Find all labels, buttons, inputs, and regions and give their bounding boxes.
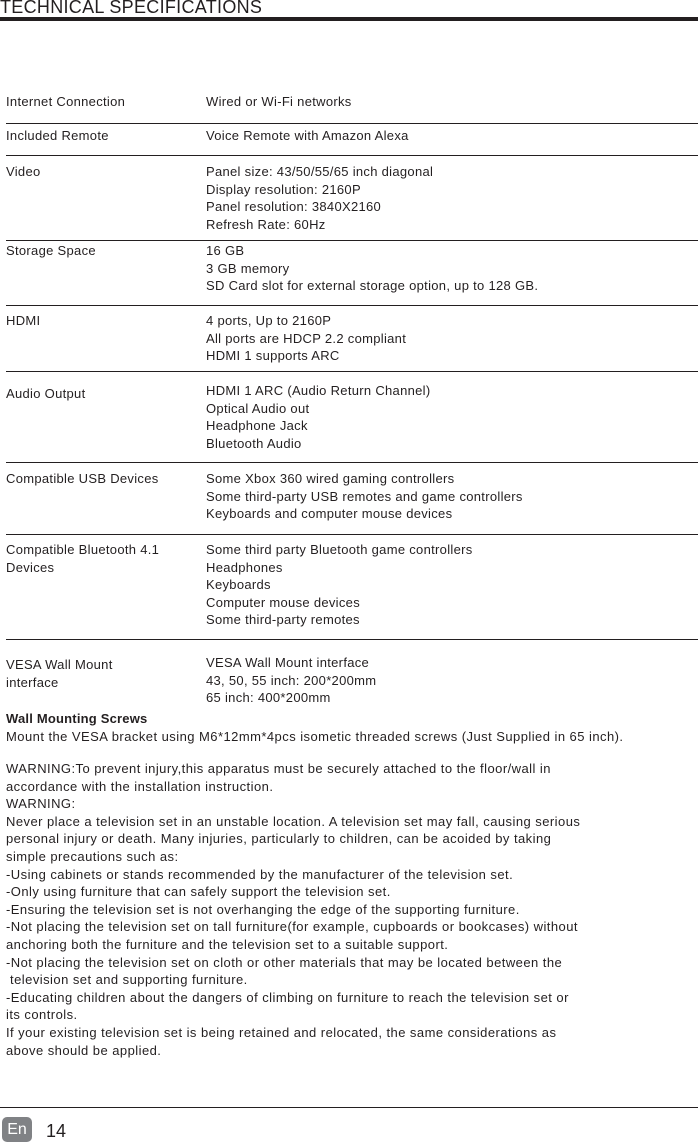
wall-mounting-text: Mount the VESA bracket using M6*12mm*4pcs isometic threaded screws (Just Supplied in 65 inch). (6, 729, 624, 744)
spec-value-line: Headphones (206, 559, 283, 575)
spec-label: Compatible Bluetooth 4.1 Devices (6, 542, 160, 575)
spec-value-line: Display resolution: 2160P (206, 181, 361, 197)
warning-line: -Ensuring the television set is not overhanging the edge of the supporting furniture. (6, 901, 520, 917)
spec-label: Storage Space (6, 243, 96, 258)
warning-line: anchoring both the furniture and the television set to a suitable support. (6, 936, 449, 952)
spec-label: VESA Wall Mount interface (6, 657, 113, 690)
spec-label: HDMI (6, 313, 41, 328)
warning-block (6, 760, 666, 1059)
row-divider (6, 639, 698, 640)
warning-line: accordance with the installation instruction. (6, 778, 274, 794)
spec-value (206, 382, 694, 452)
warning-line: -Only using furniture that can safely support the television set. (6, 884, 391, 900)
spec-value-line: All ports are HDCP 2.2 compliant (206, 330, 407, 346)
spec-value-line: HDMI 1 supports ARC (206, 348, 340, 363)
warning-line: -Using cabinets or stands recommended by the manufacturer of the television set. (6, 866, 514, 882)
row-divider (6, 462, 698, 463)
wall-mounting-heading: Wall Mounting Screws (6, 711, 148, 726)
spec-value-line: Computer mouse devices (206, 594, 360, 610)
spec-value-line: Panel size: 43/50/55/65 inch diagonal (206, 164, 434, 179)
spec-value-line: Bluetooth Audio (206, 435, 302, 451)
spec-value (206, 312, 694, 365)
spec-value-line: SD Card slot for external storage option, up to 128 GB. (206, 278, 539, 293)
spec-value (206, 242, 694, 295)
spec-value-line: Refresh Rate: 60Hz (206, 216, 326, 232)
spec-value (206, 127, 694, 145)
spec-value (206, 654, 694, 707)
spec-label: Audio Output (6, 386, 86, 401)
spec-value-line: 16 GB (206, 243, 245, 258)
spec-value-line: Some third-party USB remotes and game controllers (206, 488, 523, 504)
warning-line: -Not placing the television set on tall furniture(for example, cupboards or bookcases) without (6, 919, 578, 935)
spec-value (206, 470, 694, 523)
row-divider (6, 305, 698, 306)
page-title: TECHNICAL SPECIFICATIONS (0, 0, 263, 17)
spec-value-line: 4 ports, Up to 2160P (206, 313, 332, 328)
spec-value-line: HDMI 1 ARC (Audio Return Channel) (206, 383, 431, 398)
spec-label: Compatible USB Devices (6, 471, 159, 486)
spec-value-line: Headphone Jack (206, 418, 308, 433)
spec-value-line: 43, 50, 55 inch: 200*200mm (206, 672, 377, 688)
spec-label: Internet Connection (6, 94, 126, 109)
spec-value-line: VESA Wall Mount interface (206, 655, 370, 670)
spec-value-line: Panel resolution: 3840X2160 (206, 199, 382, 214)
spec-value (206, 163, 694, 233)
warning-line: its controls. (6, 1007, 78, 1023)
title-underline (0, 17, 698, 21)
warning-line: Never place a television set in an unstable location. A television set may fall, causing serious (6, 813, 581, 829)
row-divider (6, 123, 698, 124)
spec-value-line: 65 inch: 400*200mm (206, 690, 331, 705)
warning-line: WARNING: (6, 796, 76, 812)
spec-value (206, 541, 694, 629)
row-divider (6, 371, 698, 372)
warning-line: television set and supporting furniture. (6, 972, 248, 988)
spec-value-line: Some Xbox 360 wired gaming controllers (206, 471, 455, 486)
spec-label: Included Remote (6, 128, 109, 143)
spec-value-line: Optical Audio out (206, 400, 310, 416)
warning-line: above should be applied. (6, 1042, 162, 1058)
row-divider (6, 240, 698, 241)
spec-value-line: Keyboards and computer mouse devices (206, 506, 453, 521)
row-divider (6, 155, 698, 156)
spec-value-line: Some third-party remotes (206, 612, 360, 627)
language-badge: En (2, 1117, 32, 1142)
warning-line: -Not placing the television set on cloth or other materials that may be located between the (6, 954, 563, 970)
warning-line: simple precautions such as: (6, 848, 179, 864)
page-number: 14 (46, 1121, 67, 1141)
warning-line: WARNING:To prevent injury,this apparatus must be securely attached to the floor/wall in (6, 761, 551, 776)
row-divider (6, 534, 698, 535)
spec-value (206, 93, 694, 111)
footer-divider (0, 1107, 698, 1108)
spec-value-line: 3 GB memory (206, 260, 290, 276)
warning-line: personal injury or death. Many injuries, particularly to children, can be acoided by taking (6, 831, 552, 847)
warning-line: If your existing television set is being retained and relocated, the same considerations as (6, 1024, 557, 1040)
spec-value-line: Voice Remote with Amazon Alexa (206, 128, 409, 143)
spec-label: Video (6, 164, 41, 179)
warning-line: -Educating children about the dangers of climbing on furniture to reach the television set or (6, 989, 569, 1005)
spec-value-line: Wired or Wi-Fi networks (206, 94, 352, 109)
spec-value-line: Keyboards (206, 577, 271, 592)
spec-value-line: Some third party Bluetooth game controllers (206, 542, 473, 557)
